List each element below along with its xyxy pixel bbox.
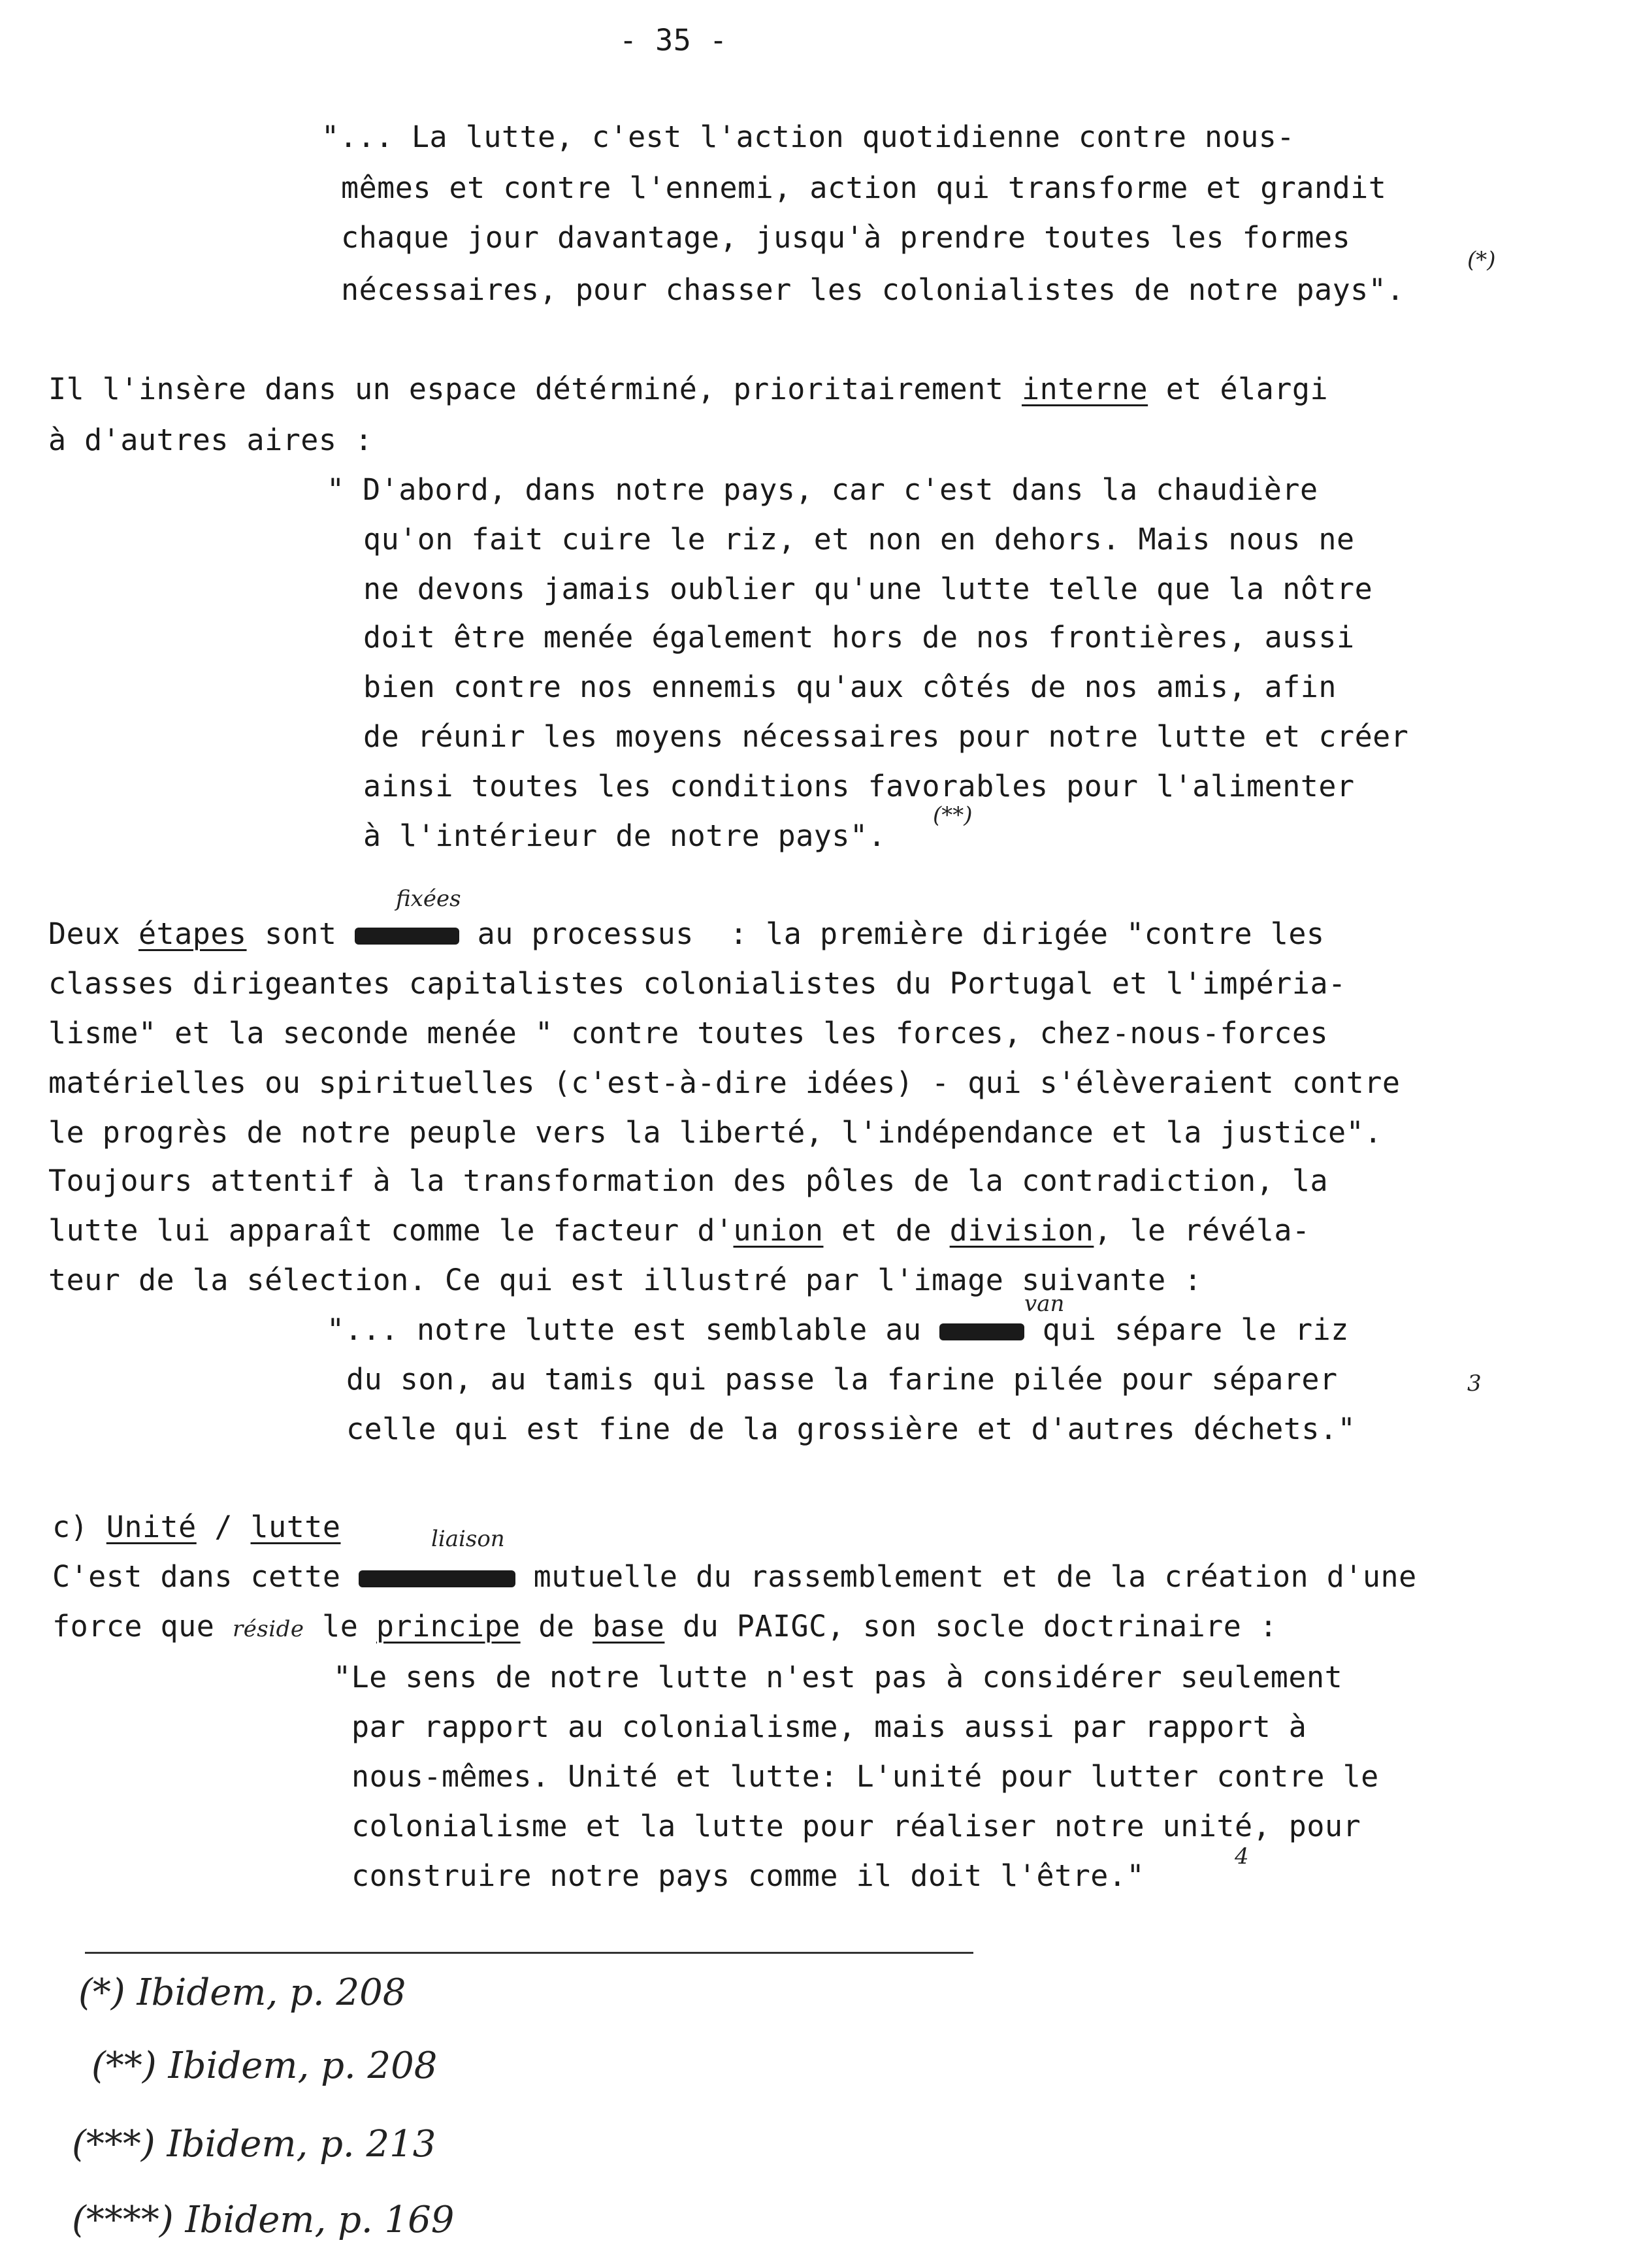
- paragraph-line: le progrès de notre peuple vers la liberté, l'indépendance et la justice".: [48, 1115, 1382, 1150]
- paragraph-line: matérielles ou spirituelles (c'est-à-dire idées) - qui s'élèveraient contre: [48, 1065, 1401, 1100]
- text-run: du PAIGC, son socle doctrinaire :: [664, 1609, 1278, 1644]
- quote-2-line: ne devons jamais oublier qu'une lutte telle que la nôtre: [363, 572, 1373, 606]
- page-number: - 35 -: [619, 23, 728, 57]
- quote-2-line: à l'intérieur de notre pays".: [363, 818, 886, 853]
- section-heading: [52, 1510, 341, 1544]
- text-run: "... notre lutte est semblable au: [327, 1312, 940, 1347]
- text-run: Deux: [48, 916, 138, 951]
- paragraph-line: lisme" et la seconde menée " contre toutes les forces, chez-nous-forces: [48, 1016, 1329, 1050]
- paragraph-line: [52, 1610, 1278, 1646]
- quote-3-line: [327, 1313, 1349, 1347]
- crossed-out-word: [355, 928, 459, 945]
- text-run: c): [52, 1510, 106, 1544]
- paragraph-line: [48, 372, 1328, 406]
- paragraph-line: Toujours attentif à la transformation des pôles de la contradiction, la: [48, 1163, 1329, 1198]
- quote-2-line: ainsi toutes les conditions favorables pour l'alimenter: [363, 769, 1355, 803]
- underlined-word: interne: [1021, 372, 1148, 406]
- quote-1-line: nécessaires, pour chasser les colonialistes de notre pays".: [341, 272, 1405, 307]
- text-run: Il l'insère dans un espace détérminé, prioritairement: [48, 372, 1022, 406]
- text-run: et élargi: [1148, 372, 1329, 406]
- quote-2-line: de réunir les moyens nécessaires pour notre lutte et créer: [363, 719, 1409, 754]
- underlined-word: lutte: [250, 1510, 341, 1544]
- quote-4-line: par rapport au colonialisme, mais aussi par rapport à: [351, 1709, 1307, 1744]
- underlined-word: Unité: [106, 1510, 197, 1544]
- handwritten-insertion: van: [1024, 1291, 1065, 1317]
- underlined-word: étapes: [138, 916, 247, 951]
- footnote-divider: [85, 1952, 973, 1954]
- paragraph-line: [48, 917, 1325, 951]
- handwritten-word: réside: [232, 1616, 304, 1642]
- quote-4-line: nous-mêmes. Unité et lutte: L'unité pour lutter contre le: [351, 1759, 1379, 1794]
- text-run: qui sépare le riz: [1024, 1312, 1349, 1347]
- paragraph-line: à d'autres aires :: [48, 423, 373, 457]
- quote-3-line: celle qui est fine de la grossière et d'autres déchets.": [346, 1412, 1356, 1446]
- footnote-marker: 3: [1467, 1370, 1482, 1397]
- footnote-marker: (**): [933, 802, 973, 828]
- quote-4-line: colonialisme et la lutte pour réaliser notre unité, pour: [351, 1809, 1361, 1843]
- footnote: (**) Ibidem, p. 208: [91, 2045, 438, 2087]
- paragraph-line: classes dirigeantes capitalistes colonialistes du Portugal et l'impéria-: [48, 966, 1346, 1001]
- text-run: /: [196, 1510, 251, 1544]
- quote-4-line: construire notre pays comme il doit l'être.": [351, 1858, 1145, 1893]
- quote-1-line: chaque jour davantage, jusqu'à prendre toutes les formes: [341, 220, 1351, 255]
- quote-2-line: bien contre nos ennemis qu'aux côtés de nos amis, afin: [363, 670, 1337, 704]
- text-run: C'est dans cette: [52, 1559, 359, 1594]
- crossed-out-word: [359, 1570, 515, 1587]
- text-run: sont: [246, 916, 355, 951]
- underlined-word: principe: [376, 1609, 521, 1644]
- handwritten-insertion: liaison: [431, 1526, 505, 1552]
- crossed-out-word: [939, 1323, 1024, 1340]
- text-run: mutuelle du rassemblement et de la création d'une: [515, 1559, 1417, 1594]
- footnote: (***) Ibidem, p. 213: [72, 2123, 436, 2165]
- handwritten-insertion: fixées: [396, 886, 461, 912]
- quote-2-line: qu'on fait cuire le riz, et non en dehors. Mais nous ne: [363, 522, 1355, 557]
- quote-1-line: "... La lutte, c'est l'action quotidienne contre nous-: [321, 120, 1295, 154]
- quote-2-line: doit être menée également hors de nos frontières, aussi: [363, 620, 1355, 655]
- footnote: (****) Ibidem, p. 169: [72, 2199, 455, 2241]
- text-run: et de: [823, 1213, 950, 1248]
- text-run: de: [520, 1609, 593, 1644]
- text-run: , le révéla-: [1094, 1213, 1310, 1248]
- footnote-marker: 4: [1235, 1843, 1249, 1870]
- underlined-word: union: [733, 1213, 824, 1248]
- text-run: le: [304, 1609, 376, 1644]
- text-run: force que: [52, 1609, 233, 1644]
- quote-2-line: " D'abord, dans notre pays, car c'est dans la chaudière: [327, 472, 1318, 507]
- quote-4-line: "Le sens de notre lutte n'est pas à considérer seulement: [333, 1660, 1343, 1694]
- footnote-marker: (*): [1467, 247, 1496, 273]
- paragraph-line: [48, 1214, 1310, 1248]
- quote-3-line: du son, au tamis qui passe la farine pilée pour séparer: [346, 1362, 1338, 1397]
- text-run: lutte lui apparaît comme le facteur d': [48, 1213, 734, 1248]
- paragraph-line: [52, 1560, 1417, 1594]
- underlined-word: division: [949, 1213, 1094, 1248]
- text-run: au processus : la première dirigée "contre les: [459, 916, 1325, 951]
- quote-1-line: mêmes et contre l'ennemi, action qui transforme et grandit: [341, 170, 1387, 205]
- footnote: (*) Ibidem, p. 208: [78, 1971, 406, 2014]
- underlined-word: base: [593, 1609, 665, 1644]
- paragraph-line: teur de la sélection. Ce qui est illustré par l'image suivante :: [48, 1263, 1202, 1297]
